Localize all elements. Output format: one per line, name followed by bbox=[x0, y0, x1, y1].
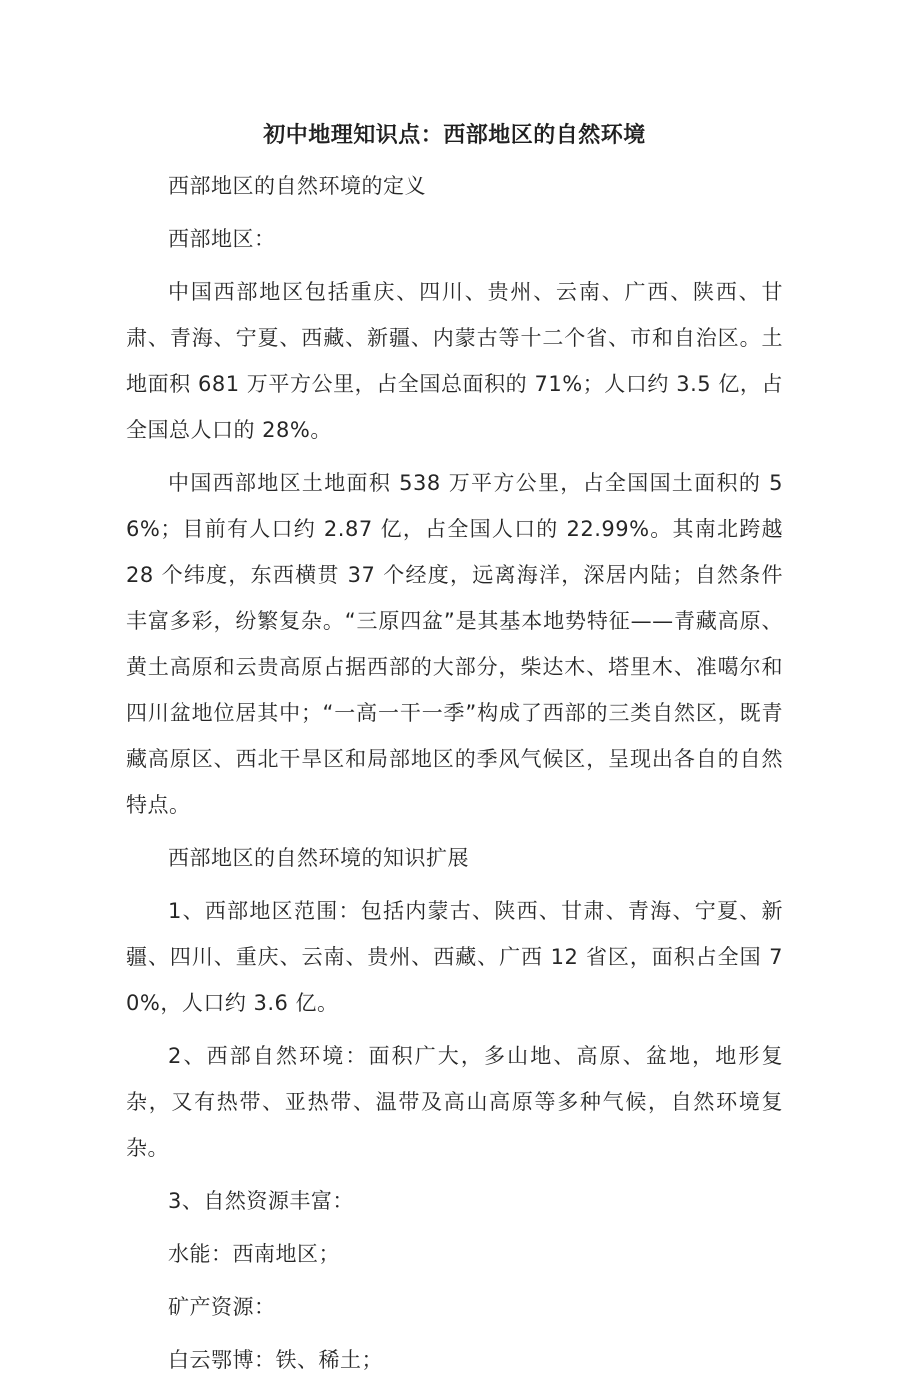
paragraph-region-detail: 中国西部地区土地面积 538 万平方公里，占全国国土面积的 56%；目前有人口约 2.87 亿，占全国人口的 22.99%。其南北跨越 28 个纬度，东西横贯 37 个经度，远离海洋，深居内陆；自然条件丰富多彩，纷繁复杂。“三原四盆”是其基本地势特征——青藏高原、黄土高原和云贵高原占据西部的大部分，柴达木、塔里木、准噶尔和四川盆地位居其中；“一高一干一季”构成了西部的三类自然区，既青藏高原区、西北干旱区和局部地区的季风气候区，呈现出各自的自然特点。 bbox=[126, 471, 783, 817]
paragraph-region-overview: 中国西部地区包括重庆、四川、贵州、云南、广西、陕西、甘肃、青海、宁夏、西藏、新疆、内蒙古等十二个省、市和自治区。土地面积 681 万平方公里，占全国总面积的 71%；人口约 3.5 亿，占全国总人口的 28%。 bbox=[126, 280, 783, 442]
section-heading-knowledge-expansion: 西部地区的自然环境的知识扩展 bbox=[168, 846, 469, 870]
paragraph-mineral-resources-label: 矿产资源： bbox=[168, 1295, 276, 1319]
document-body bbox=[126, 163, 783, 1383]
page-title: 初中地理知识点：西部地区的自然环境 bbox=[263, 123, 646, 148]
paragraph-item-1-scope: 1、西部地区范围：包括内蒙古、陕西、甘肃、青海、宁夏、新疆、四川、重庆、云南、贵州、西藏、广西 12 省区，面积占全国 70%，人口约 3.6 亿。 bbox=[126, 899, 783, 1015]
section-heading-definition: 西部地区的自然环境的定义 bbox=[168, 174, 426, 198]
paragraph-item-2-environment: 2、西部自然环境：面积广大，多山地、高原、盆地，地形复杂，又有热带、亚热带、温带及高山高原等多种气候，自然环境复杂。 bbox=[126, 1044, 783, 1160]
paragraph-item-3-resources: 3、自然资源丰富： bbox=[168, 1189, 354, 1213]
paragraph-baiyun-ebo: 白云鄂博：铁、稀土； bbox=[168, 1348, 383, 1372]
paragraph-hydropower: 水能：西南地区； bbox=[168, 1242, 340, 1266]
paragraph-western-region-label: 西部地区： bbox=[168, 227, 276, 251]
